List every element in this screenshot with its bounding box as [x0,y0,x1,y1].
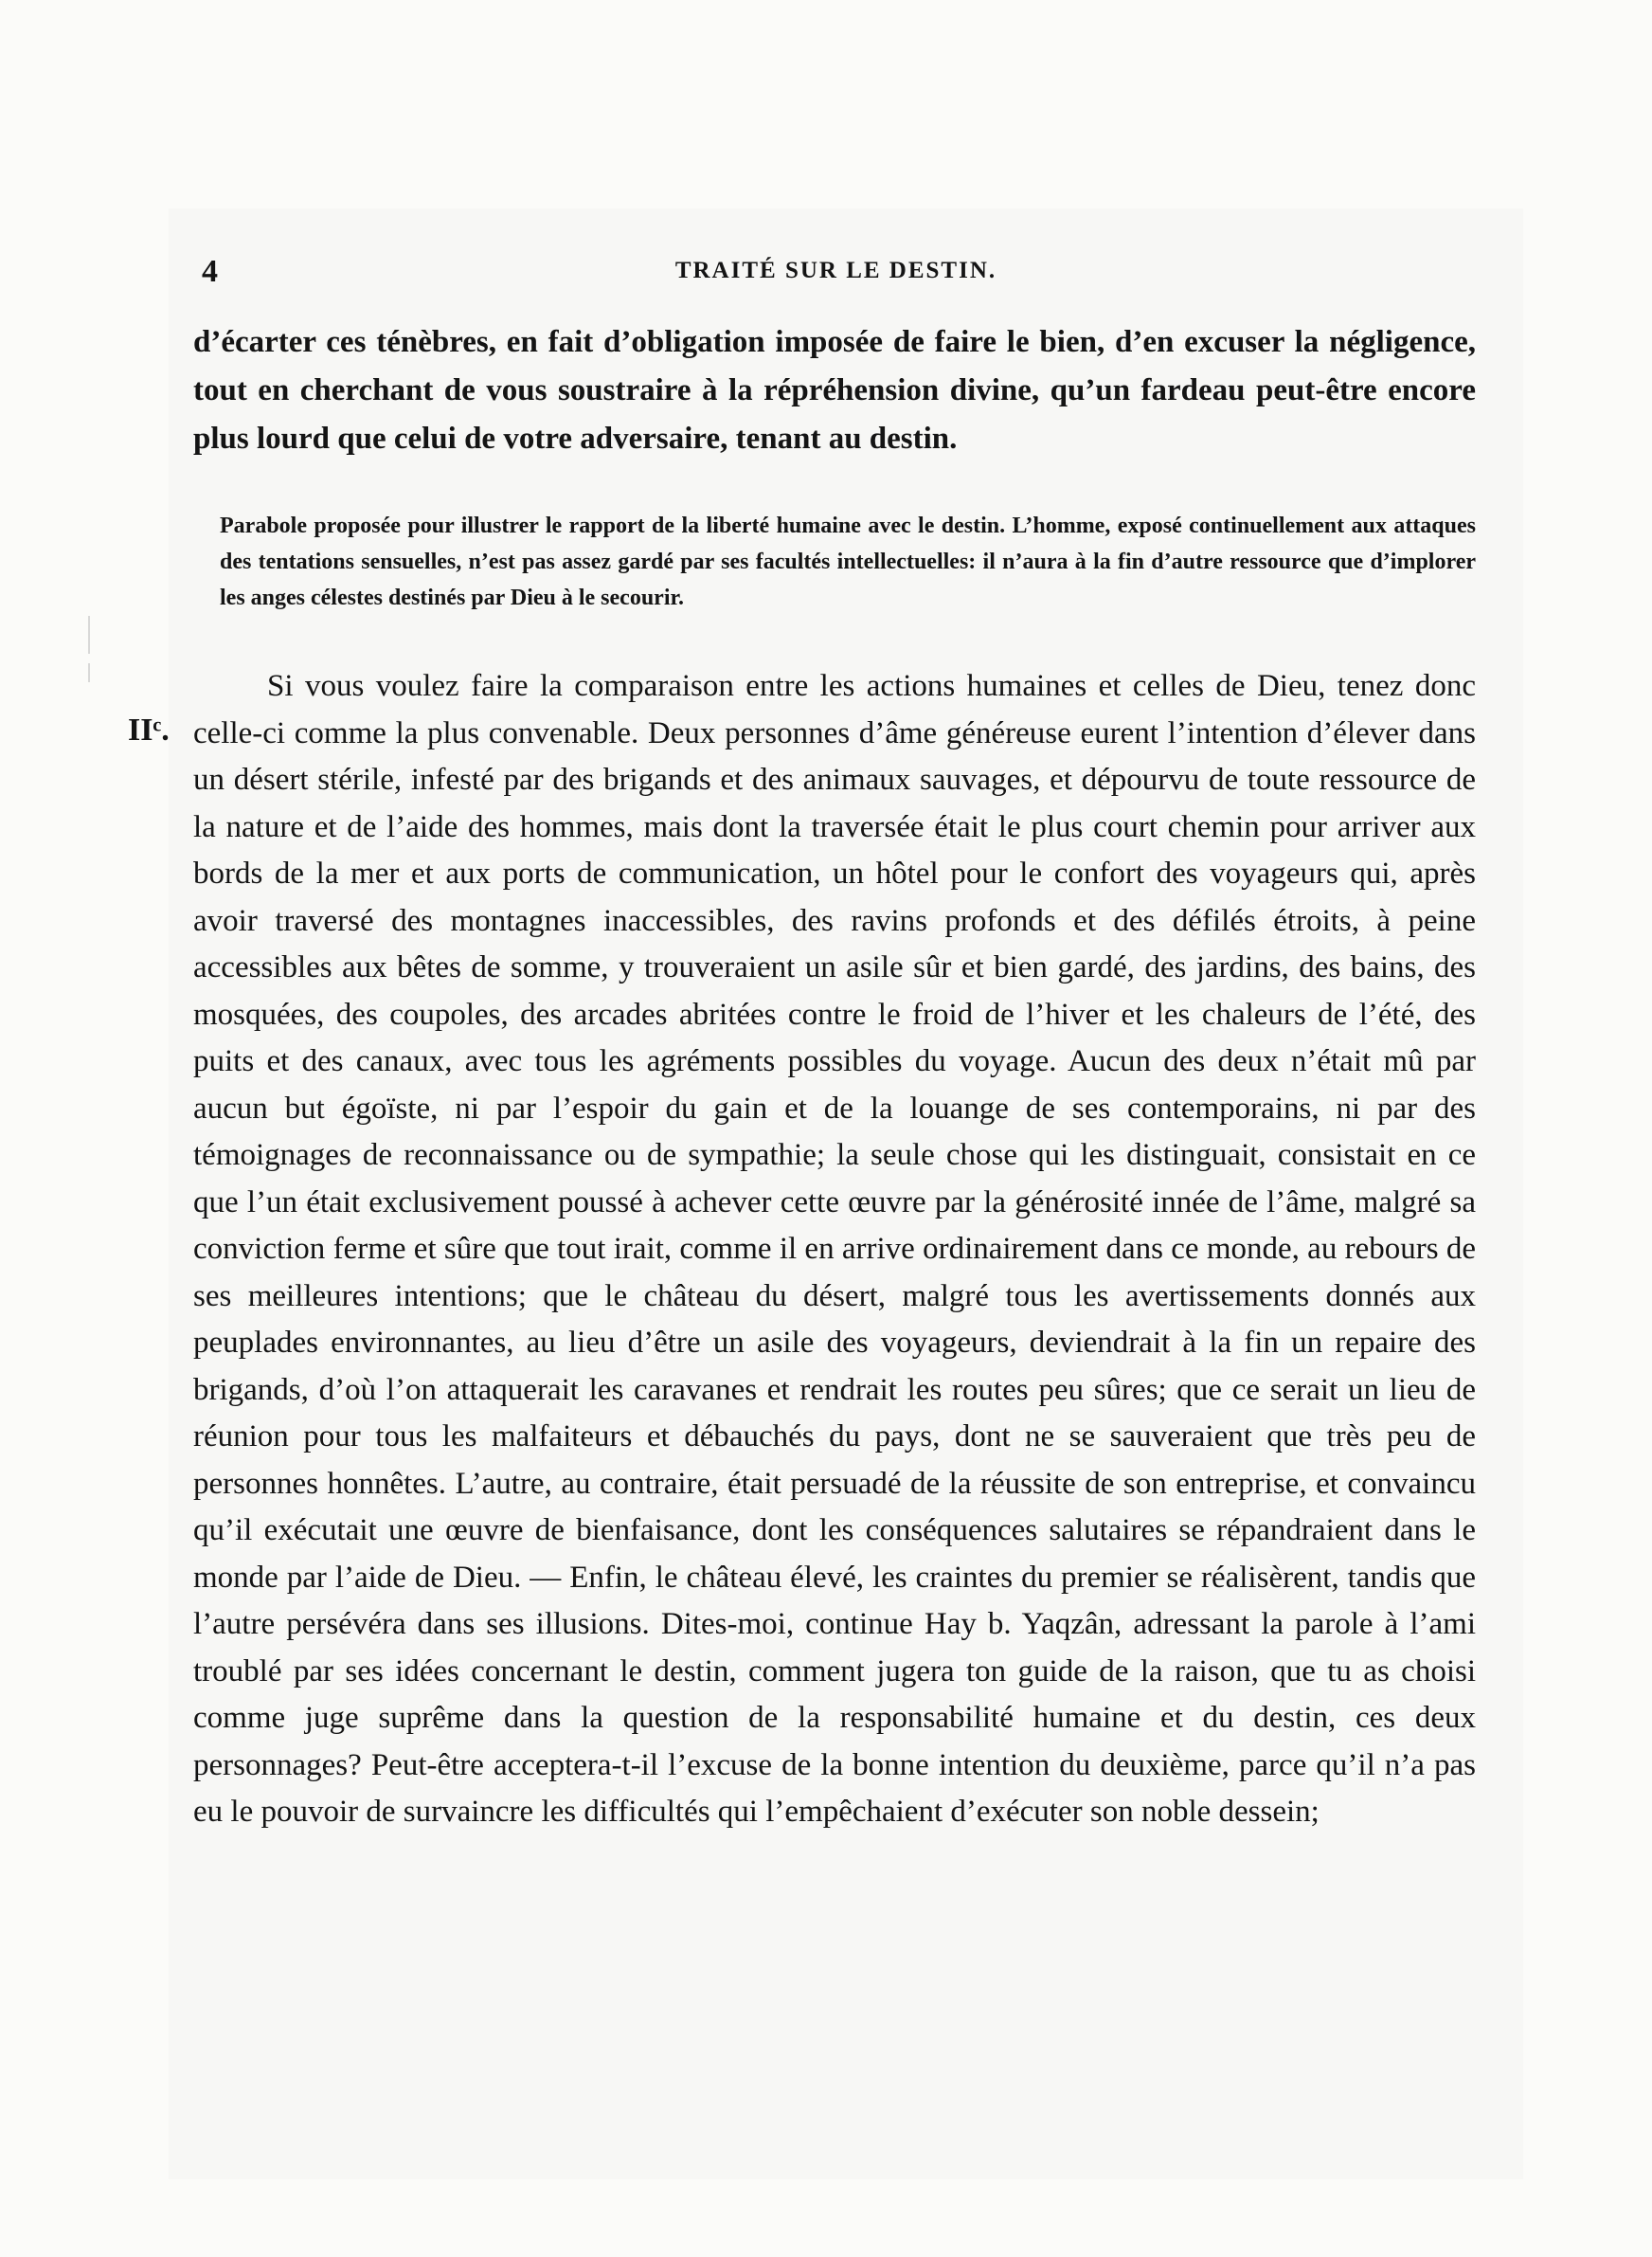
running-head [194,254,1478,292]
margin-marker: IIᶜ. [128,713,170,748]
scan-artifact-line [88,663,90,682]
summary-paragraph: Parabole proposée pour illustrer le rapport de la liberté humaine avec le destin. L’homme, exposé continuellement aux attaques des tentations sensuelles, n’est pas assez gardé par ses facultés intellectuelles: il n’aura à la fin d’autre ressource que d’implorer les anges célestes destinés par Dieu à le secourir. [220,514,1476,610]
main-paragraph: Si vous voulez faire la comparaison entre les actions humaines et celles de Dieu, tenez donc celle-ci comme la plus convenable. Deux personnes d’âme généreuse eurent l’intention d’élever dans un désert stérile, infesté par des brigands et des animaux sauvages, et dépourvu de toute ressource de la nature et de l’aide des hommes, mais dont la traversée était le plus court chemin pour arriver aux bords de la mer et aux ports de communication, un hôtel pour le confort des voyageurs qui, après avoir traversé des montagnes inaccessibles, des ravins profonds et des défilés étroits, à peine accessibles aux bêtes de somme, y trouveraient un asile sûr et bien gardé, des jardins, des bains, des mosquées, des coupoles, des arcades abritées contre le froid de l’hiver et les chaleurs de l’été, des puits et des canaux, avec tous les agréments possibles du voyage. Aucun des deux n’était mû par aucun but égoïste, ni par l’espoir du gain et de la louange de ses contemporains, ni par des témoignages de reconnaissance ou de sympathie; la seule chose qui les distinguait, consistait en ce que l’un était exclusivement poussé à achever cette œuvre par la générosité innée de l’âme, malgré sa conviction ferme et sûre que tout irait, comme il en arrive ordinairement dans ce monde, au rebours de ses meilleures intentions; que le château du désert, malgré tous les avertissements donnés aux peuplades environnantes, au lieu d’être un asile des voyageurs, deviendrait à la fin un repaire des brigands, d’où l’on attaquerait les caravanes et rendrait les routes peu sûres; que ce serait un lieu de réunion pour tous les malfaiteurs et débauchés du pays, dont ne se sauveraient que très peu de personnes honnêtes. L’autre, au contraire, était persuadé de la réussite de son entreprise, et convaincu qu’il exécutait une œuvre de bienfaisance, dont les conséquences salutaires se répandraient dans le monde par l’aide de Dieu. — Enfin, le château élevé, les craintes du premier se réalisèrent, tandis que l’autre persévéra dans ses illusions. Dites-moi, continue Hay b. Yaqzân, adressant la parole à l’ami troublé par ses idées concernant le destin, comment jugera ton guide de la raison, que tu as choisi comme juge suprême dans la question de la responsabilité humaine et du destin, ces deux personnages? Peut-être acceptera-t-il l’excuse de la bonne intention du deuxième, parce qu’il n’a pas eu le pouvoir de survaincre les difficultés qui l’empêchaient d’exécuter son noble dessein; [193,669,1476,1829]
page-number: 4 [202,254,218,289]
scan-artifact-line [88,616,90,654]
intro-paragraph: d’écarter ces ténèbres, en fait d’obligation imposée de faire le bien, d’en excuser la négligence, tout en cherchant de vous soustraire à la répréhension divine, qu’un fardeau peut-être encore plus lourd que celui de votre adversaire, tenant au destin. [193,325,1476,456]
running-title: TRAITÉ SUR LE DESTIN. [674,258,997,283]
